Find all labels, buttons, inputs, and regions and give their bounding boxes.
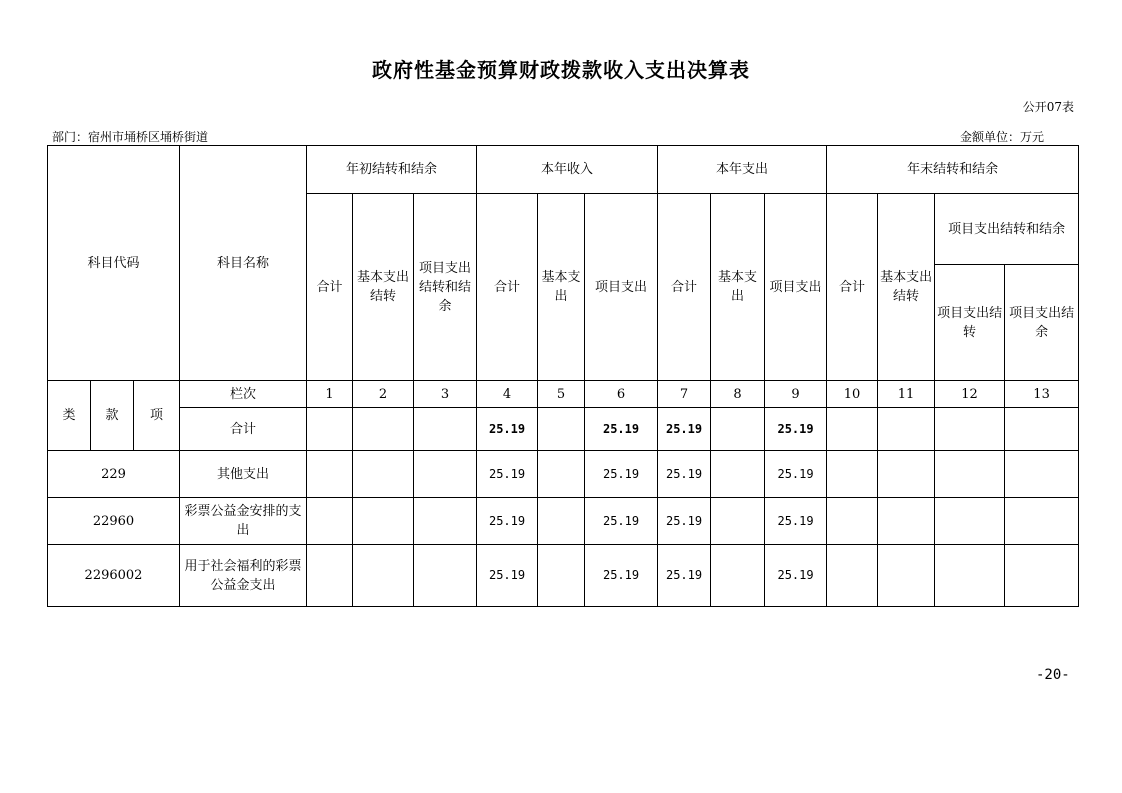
col-11-header: 基本支出结转 [878,194,935,381]
column-number: 8 [711,381,765,408]
column-number: 3 [414,381,477,408]
table-cell [307,545,353,607]
total-cell [307,408,353,451]
table-cell [414,545,477,607]
table-cell [353,545,414,607]
table-cell: 25.19 [658,498,711,545]
table-cell [878,545,935,607]
total-cell [1005,408,1079,451]
column-number: 5 [538,381,585,408]
page-title: 政府性基金预算财政拨款收入支出决算表 [372,58,750,82]
page-number: -20- [1036,667,1070,683]
section-header: 款 [91,381,134,451]
total-cell [414,408,477,451]
table-cell: 25.19 [658,451,711,498]
table-cell [353,498,414,545]
col-4-header: 合计 [477,194,538,381]
table-cell: 25.19 [585,498,658,545]
table-cell [538,545,585,607]
column-number: 4 [477,381,538,408]
total-cell: 25.19 [477,408,538,451]
subject-name: 其他支出 [180,451,307,498]
subject-code: 22960 [48,498,180,545]
table-cell [414,451,477,498]
column-number: 10 [827,381,878,408]
column-number: 13 [1005,381,1079,408]
column-number: 2 [353,381,414,408]
class-header: 类 [48,381,91,451]
table-cell [935,451,1005,498]
table-cell [827,498,878,545]
table-cell [935,498,1005,545]
table-cell [307,498,353,545]
current-expense-header: 本年支出 [658,146,827,194]
table-cell [353,451,414,498]
table-cell [827,451,878,498]
col-7-header: 合计 [658,194,711,381]
department-label: 部门：宿州市埇桥区埇桥街道 [52,130,209,144]
subject-name: 用于社会福利的彩票公益金支出 [180,545,307,607]
table-cell [1005,498,1079,545]
budget-table [47,145,1079,607]
table-row [48,545,1079,607]
col-2-header: 基本支出结转 [353,194,414,381]
opening-balance-header: 年初结转和结余 [307,146,477,194]
table-cell: 25.19 [765,545,827,607]
total-cell [878,408,935,451]
table-cell: 25.19 [477,451,538,498]
total-cell [711,408,765,451]
table-cell: 25.19 [658,545,711,607]
column-number: 7 [658,381,711,408]
table-cell [414,498,477,545]
col-8-header: 基本支出 [711,194,765,381]
form-number: 公开07表 [1022,100,1074,114]
column-number: 12 [935,381,1005,408]
column-number: 1 [307,381,353,408]
total-cell [935,408,1005,451]
total-row [48,408,1079,451]
table-cell [711,545,765,607]
table-cell [1005,451,1079,498]
total-cell [538,408,585,451]
col-13-header: 项目支出结余 [1005,265,1079,381]
total-cell: 25.19 [765,408,827,451]
table-cell [827,545,878,607]
table-cell: 25.19 [477,498,538,545]
column-index-label: 栏次 [180,381,307,408]
subject-code: 229 [48,451,180,498]
total-cell [353,408,414,451]
table-cell: 25.19 [585,451,658,498]
col-1-header: 合计 [307,194,353,381]
table-cell [878,498,935,545]
col-3-header: 项目支出结转和结余 [414,194,477,381]
subject-code-header: 科目代码 [48,146,180,381]
col-10-header: 合计 [827,194,878,381]
table-row [48,498,1079,545]
table-cell [538,498,585,545]
table-cell [1005,545,1079,607]
closing-balance-header: 年末结转和结余 [827,146,1079,194]
col-9-header: 项目支出 [765,194,827,381]
subject-code: 2296002 [48,545,180,607]
current-income-header: 本年收入 [477,146,658,194]
table-cell [935,545,1005,607]
table-cell [878,451,935,498]
col-5-header: 基本支出 [538,194,585,381]
item-header: 项 [134,381,180,451]
table-cell: 25.19 [765,451,827,498]
col-12-header: 项目支出结转 [935,265,1005,381]
total-cell: 25.19 [658,408,711,451]
project-carryover-header: 项目支出结转和结余 [935,194,1079,265]
table-cell [711,451,765,498]
subject-name: 彩票公益金安排的支出 [180,498,307,545]
table-cell [307,451,353,498]
table-cell [711,498,765,545]
table-cell: 25.19 [765,498,827,545]
table-cell [538,451,585,498]
table-row [48,451,1079,498]
total-label: 合计 [180,408,307,451]
col-6-header: 项目支出 [585,194,658,381]
total-cell [827,408,878,451]
amount-unit-label: 金额单位：万元 [960,130,1045,144]
table-cell: 25.19 [477,545,538,607]
table-cell: 25.19 [585,545,658,607]
column-number: 9 [765,381,827,408]
total-cell: 25.19 [585,408,658,451]
column-number: 6 [585,381,658,408]
subject-name-header: 科目名称 [180,146,307,381]
column-number: 11 [878,381,935,408]
